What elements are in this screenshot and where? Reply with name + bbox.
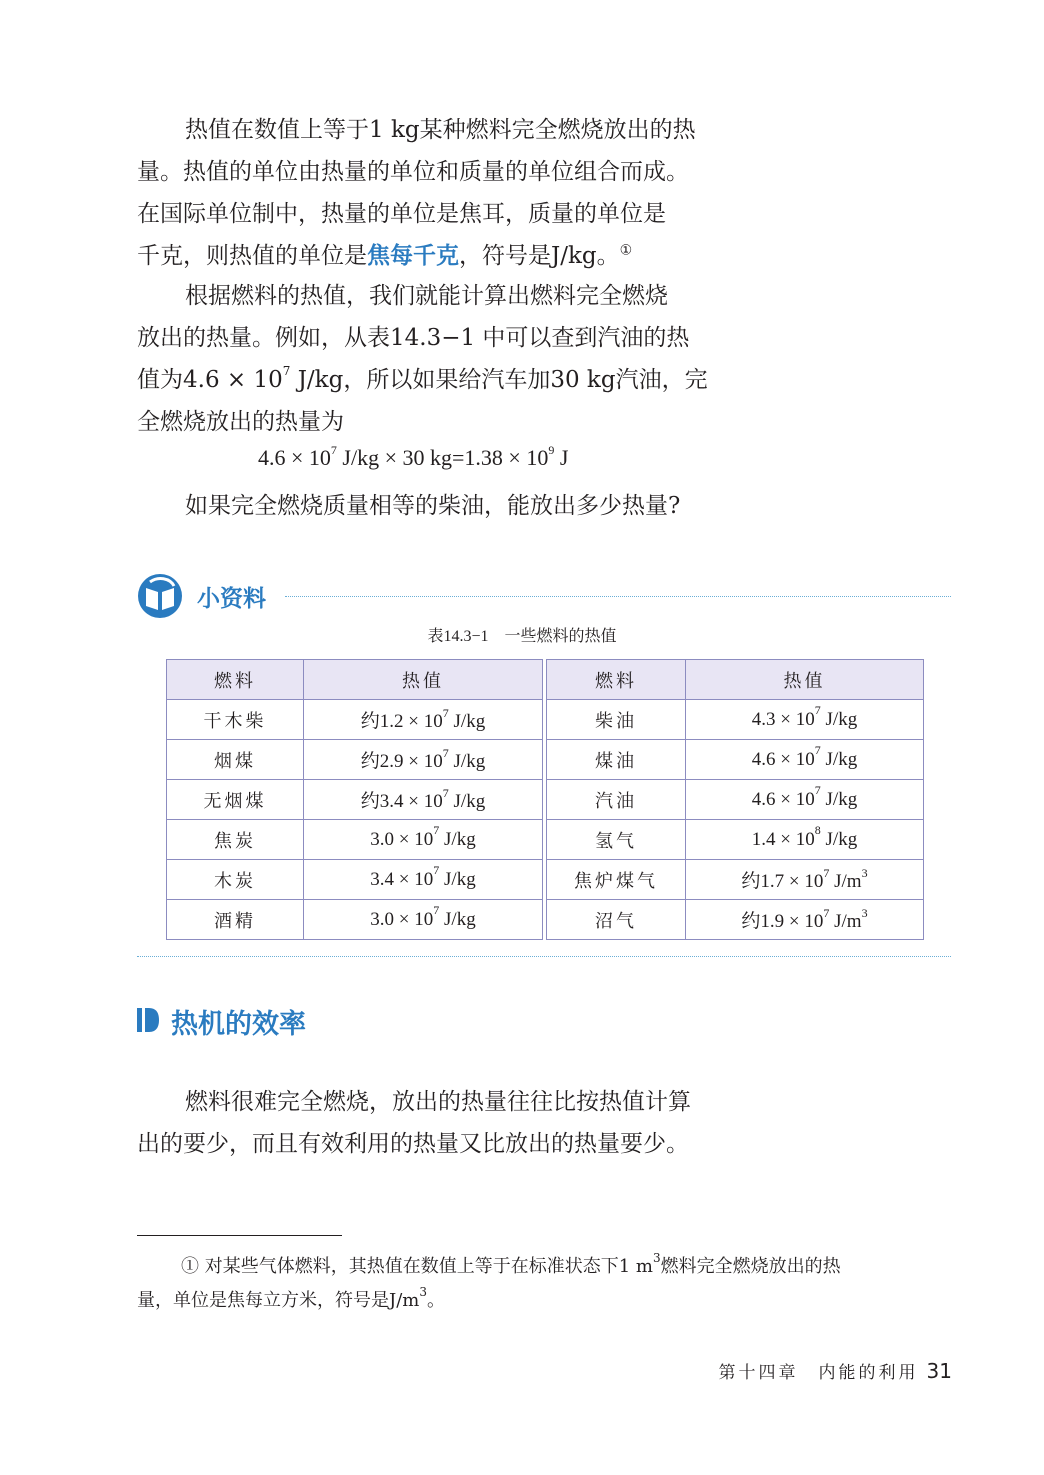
exponent: 7 — [442, 705, 449, 720]
heat-value-cell — [304, 900, 543, 940]
footnote-line — [137, 1284, 957, 1318]
unit: J/kg — [439, 908, 476, 930]
heat-value-cell — [686, 860, 924, 900]
table-body — [167, 700, 543, 940]
value-mantissa: 4.3 × 10 — [751, 708, 815, 730]
heat-value-cell — [304, 740, 543, 780]
paragraph-efficiency — [137, 1081, 717, 1165]
value-mantissa: 约1.7 × 10 — [741, 871, 824, 892]
section-marker-icon — [137, 1008, 159, 1032]
text-line: 全燃烧放出的热量为 — [137, 409, 344, 435]
exponent: 8 — [814, 823, 821, 838]
exponent: 7 — [433, 863, 440, 878]
text-line: 在国际单位制中，热量的单位是焦耳，质量的单位是 — [137, 201, 666, 227]
exponent: 7 — [823, 905, 830, 920]
exponent: 7 — [442, 745, 449, 760]
exponent: 7 — [433, 903, 440, 918]
table-row — [167, 820, 543, 860]
heat-value-cell — [686, 700, 924, 740]
value-mantissa: 约1.9 × 10 — [741, 911, 824, 932]
exponent: 7 — [823, 865, 830, 880]
table-row — [167, 700, 543, 740]
table-row — [547, 900, 924, 940]
unit: J/kg — [439, 868, 476, 890]
chapter-label: 第十四章 内能的利用 — [718, 1363, 919, 1383]
footnote-mark: ① — [181, 1256, 199, 1277]
exponent: 7 — [814, 743, 821, 758]
column-header-value: 热值 — [304, 660, 543, 700]
heat-value-cell — [304, 780, 543, 820]
fuel-name-cell: 焦炭 — [167, 820, 304, 860]
text-fragment: J/kg，所以如果给汽车加30 kg汽油，完 — [290, 367, 708, 393]
footnote — [137, 1250, 957, 1318]
table-row — [547, 700, 924, 740]
value-mantissa: 4.6 × 10 — [751, 788, 815, 810]
table-row — [547, 820, 924, 860]
heat-value-cell — [686, 900, 924, 940]
formula-part: J — [554, 445, 569, 470]
text-line: 出的要少，而且有效利用的热量又比放出的热量要少。 — [137, 1131, 689, 1157]
unit: J/kg — [820, 708, 858, 730]
text-line: 放出的热量。例如，从表14.3−1 中可以查到汽油的热 — [137, 325, 690, 351]
value-mantissa: 4.6 × 10 — [751, 748, 815, 770]
table-row — [547, 740, 924, 780]
table-row — [167, 740, 543, 780]
column-header-fuel: 燃料 — [167, 660, 304, 700]
exponent: 3 — [419, 1285, 427, 1299]
value-mantissa: 约3.4 × 10 — [360, 791, 443, 812]
heat-value-cell — [686, 780, 924, 820]
heat-value-table-left — [166, 659, 543, 940]
fuel-name-cell: 沼气 — [547, 900, 686, 940]
table-header-row — [547, 660, 924, 700]
exponent: 7 — [282, 364, 291, 379]
exponent: 7 — [330, 442, 337, 457]
fuel-name-cell: 氢气 — [547, 820, 686, 860]
unit: J/kg — [448, 751, 486, 772]
unit: J/kg — [439, 828, 476, 850]
footnote-text: 量，单位是焦每立方米，符号是J/m — [137, 1290, 420, 1311]
unit: J/kg — [820, 788, 858, 810]
value-mantissa: 3.0 × 10 — [370, 828, 434, 850]
unit: J/kg — [820, 828, 858, 850]
question-text: 如果完全燃烧质量相等的柴油，能放出多少热量? — [185, 493, 681, 519]
value-mantissa: 约2.9 × 10 — [360, 751, 443, 772]
table-row — [547, 860, 924, 900]
fuel-name-cell: 烟煤 — [167, 740, 304, 780]
text-line: 根据燃料的热值，我们就能计算出燃料完全燃烧 — [185, 283, 668, 309]
value-mantissa: 3.0 × 10 — [370, 908, 434, 930]
fuel-name-cell: 干木柴 — [167, 700, 304, 740]
text-fragment: 千克，则热值的单位是 — [137, 243, 367, 269]
page-footer — [719, 1358, 952, 1383]
paragraph-heat-calculation — [137, 275, 717, 443]
table-row — [167, 780, 543, 820]
table-body — [547, 700, 924, 940]
exponent: 7 — [442, 785, 449, 800]
footnote-text: 。 — [427, 1290, 445, 1311]
paragraph-heat-value-definition — [137, 109, 717, 277]
info-box-top-divider — [285, 596, 951, 597]
fuel-name-cell: 汽油 — [547, 780, 686, 820]
exponent: 3 — [652, 1251, 661, 1265]
unit-exponent: 3 — [861, 865, 868, 880]
heat-value-table-right — [546, 659, 924, 940]
fuel-name-cell: 木炭 — [167, 860, 304, 900]
fuel-name-cell: 焦炉煤气 — [547, 860, 686, 900]
fuel-name-cell: 煤油 — [547, 740, 686, 780]
info-box-title: 小资料 — [197, 586, 266, 612]
info-book-icon — [136, 572, 184, 620]
footnote-text: 对某些气体燃料，其热值在数值上等于在标准状态下1 m — [199, 1256, 653, 1277]
fuel-name-cell: 酒精 — [167, 900, 304, 940]
unit-exponent: 3 — [861, 905, 868, 920]
unit: J/kg — [448, 791, 486, 812]
formula — [258, 442, 569, 471]
unit: J/kg — [448, 711, 486, 732]
unit: J/m — [829, 911, 862, 932]
unit: J/m — [829, 871, 862, 892]
exponent: 7 — [814, 783, 821, 798]
heat-value-cell — [304, 820, 543, 860]
value-mantissa: 3.4 × 10 — [370, 868, 434, 890]
value-mantissa: 1.4 × 10 — [751, 828, 815, 850]
text-fragment: ，符号是J/kg。 — [459, 243, 620, 269]
text-line — [137, 359, 717, 401]
fuel-name-cell: 柴油 — [547, 700, 686, 740]
exponent: 9 — [548, 442, 555, 457]
exponent: 7 — [433, 823, 440, 838]
info-box-bottom-divider — [137, 956, 951, 957]
table-row — [167, 860, 543, 900]
section-title: 热机的效率 — [171, 1009, 306, 1040]
key-term: 焦每千克 — [367, 243, 459, 269]
text-fragment: 值为4.6 × 10 — [137, 367, 283, 393]
exponent: 7 — [814, 703, 821, 718]
footnote-reference[interactable]: ① — [619, 242, 633, 259]
text-line — [137, 235, 717, 277]
table-caption: 表14.3−1 一些燃料的热值 — [427, 628, 617, 645]
formula-part: J/kg × 30 kg=1.38 × 10 — [336, 445, 549, 470]
formula-part: 4.6 × 10 — [258, 445, 331, 470]
heat-value-cell — [304, 860, 543, 900]
table-row — [167, 900, 543, 940]
page-number: 31 — [926, 1359, 952, 1383]
table-row — [547, 780, 924, 820]
footnote-divider — [137, 1235, 342, 1236]
footnote-line — [137, 1250, 957, 1284]
footnote-text: 燃料完全燃烧放出的热 — [660, 1256, 841, 1277]
text-line: 燃料很难完全燃烧，放出的热量往往比按热值计算 — [185, 1089, 691, 1115]
column-header-fuel: 燃料 — [547, 660, 686, 700]
text-line: 热值在数值上等于1 kg某种燃料完全燃烧放出的热 — [185, 117, 696, 143]
unit: J/kg — [820, 748, 858, 770]
heat-value-cell — [304, 700, 543, 740]
heat-value-cell — [686, 820, 924, 860]
heat-value-cell — [686, 740, 924, 780]
table-header-row — [167, 660, 543, 700]
text-line: 量。热值的单位由热量的单位和质量的单位组合而成。 — [137, 159, 689, 185]
fuel-name-cell: 无烟煤 — [167, 780, 304, 820]
column-header-value: 热值 — [686, 660, 924, 700]
value-mantissa: 约1.2 × 10 — [360, 711, 443, 732]
